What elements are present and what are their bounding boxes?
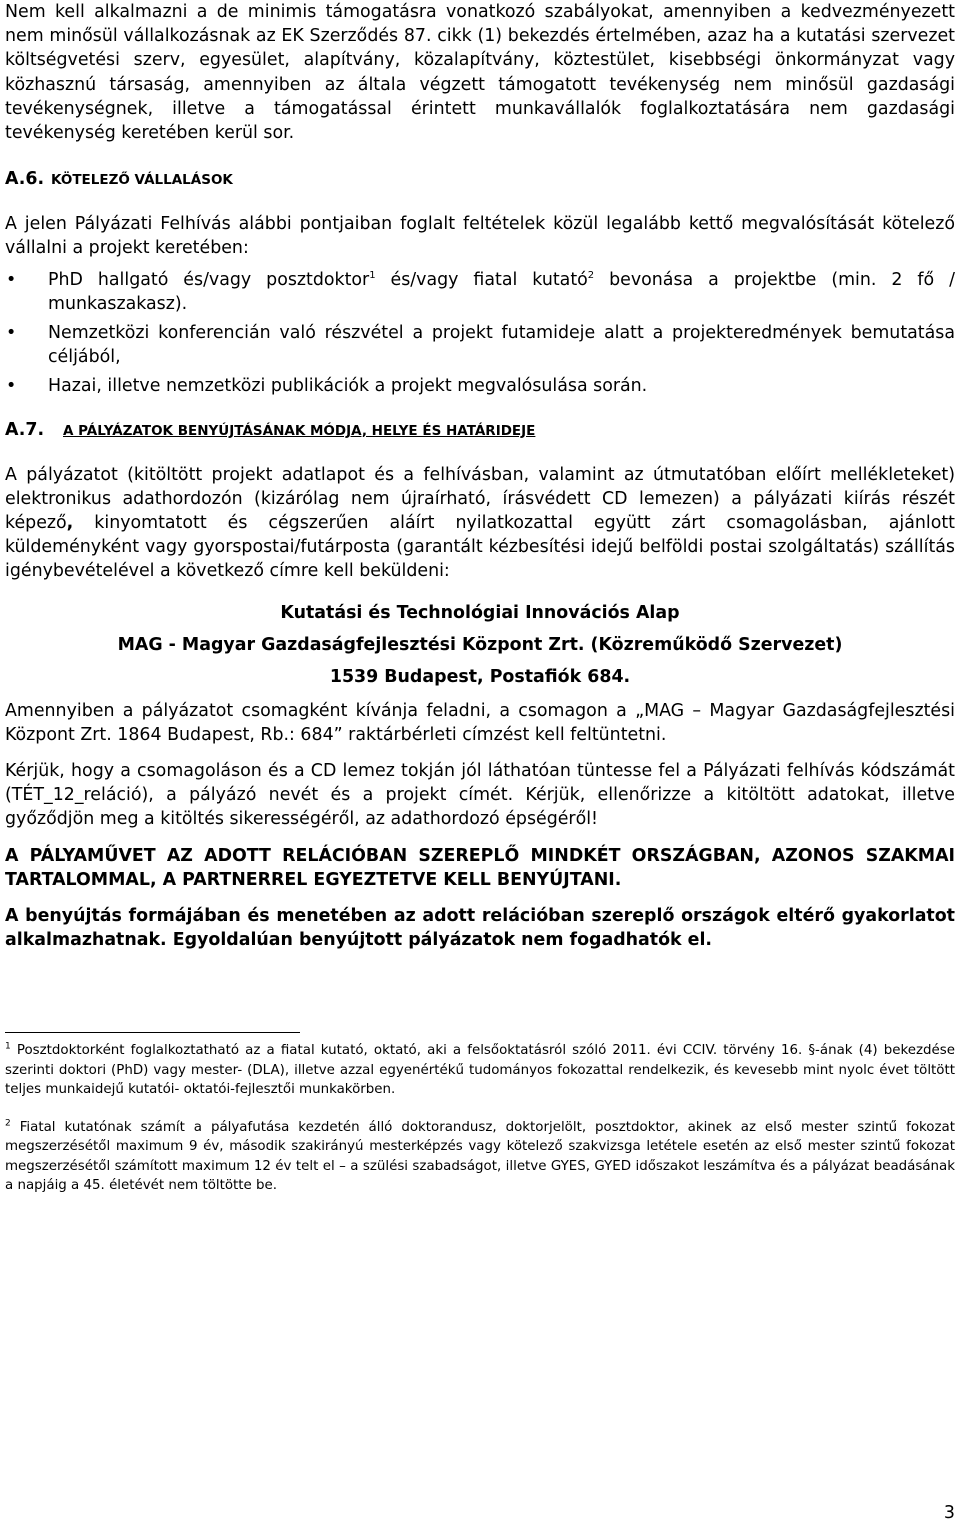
- bullet-3-text: Hazai, illetve nemzetközi publikációk a projekt megvalósulása során.: [48, 376, 648, 397]
- list-item: [5, 321, 955, 369]
- both-countries-notice: A PÁLYAMŰVET AZ ADOTT RELÁCIÓBAN SZEREPLŐ MINDKÉT ORSZÁGBAN, AZONOS SZAKMAI TARTALOMMAL, A PARTNERREL EGYEZTETVE KELL BENYÚJTANI.: [5, 845, 955, 890]
- obligations-list: [5, 268, 955, 399]
- submission-paragraph: [5, 463, 955, 584]
- section-a6-intro: A jelen Pályázati Felhívás alábbi pontjaiban foglalt feltételek közül legalább kettő megvalósítását kötelező vállalni a projekt keretében:: [5, 214, 955, 259]
- address-line-3: 1539 Budapest, Postafiók 684.: [329, 666, 631, 687]
- bullet-icon: •: [6, 376, 17, 397]
- labeling-paragraph: Kérjük, hogy a csomagoláson és a CD lemez tokján jól láthatóan tüntesse fel a Pályázati felhívás kódszámát (TÉT_12_reláció), a pályázó nevét és a projekt címét. Kérjük, ellenőrizze a kitöltött adatokat, illetve győződjön meg a kitöltés sikerességéről, az adathordozó épségéről!: [5, 761, 955, 830]
- footnote-1: [5, 1041, 955, 1100]
- submission-text-a: A pályázatot (kitöltött projekt adatlapot és a felhívásban, valamint az útmutatóban előírt mellékleteket) elektronikus adathordozón (kizárólag nem újraírható, írásvédett CD lemezen) a pályázati kiírás részét képező: [5, 464, 955, 534]
- document-page: [5, 0, 955, 1196]
- submission-text-b: kinyomtatott és cégszerűen aláírt nyilatkozattal együtt zárt csomagolásban, ajánlott küldeményként vagy gyorspostai/futárposta (garantált kézbesítési idejű belföldi postai szolgáltatás) szállítás igénybevételével a következő címre kell beküldeni:: [5, 513, 955, 582]
- list-item: [5, 374, 955, 398]
- intro-paragraph: Nem kell alkalmazni a de minimis támogatásra vonatkozó szabályokat, amennyiben a kedvezményezett nem minősül vállalkozásnak az EK Szerződés 87. cikk (1) bekezdés értelmében, azaz ha a kutatási szervezet költségvetési szerv, egyesület, alapítvány, közalapítvány, köztestület, kisebbségi önkormányzat vagy közhasznú társaság, amennyiben az általa végzett támogatott tevékenység nem minősül gazdasági tevékenységnek, illetve a támogatással érintett munkavállalók foglalkoztatására nem gazdasági tevékenység keretében kerül sor.: [5, 2, 955, 144]
- footnote-ref-2: 2: [587, 269, 595, 281]
- section-a7-title: A PÁLYÁZATOK BENYÚJTÁSÁNAK MÓDJA, HELYE ÉS HATÁRIDEJE: [63, 422, 536, 439]
- address-line-1: Kutatási és Technológiai Innovációs Alap: [280, 602, 680, 623]
- submission-comma: ,: [66, 513, 74, 534]
- footnote-2-text: Fiatal kutatónak számít a pályafutása kezdetén álló doktorandusz, doktorjelölt, posztdoktor, akinek az első mester szintű fokozat megszerzésétől maximum 9 év, második szakirányú mesterképzés vagy kötelező szakvizsga letétele esetén az első mester szintű fokozat megszerzésétől számított maximum 12 év telt el – a szülési szabadságot, illetve GYES, GYED időszakot leszámítva és a pályázat beadásának a napjáig a 45. életévét nem töltötte be.: [5, 1119, 955, 1194]
- bullet-1-part2: és/vagy fiatal kutató: [375, 269, 588, 290]
- address-line-2: MAG - Magyar Gazdaságfejlesztési Központ Zrt. (Közreműködő Szervezet): [117, 634, 843, 655]
- footnote-1-text: Posztdoktorként foglalkoztatható az a fiatal kutató, oktató, aki a felsőoktatásról szóló 2011. évi CCIV. törvény 16. §-ának (4) bekezdése szerinti doktori (PhD) vagy mester- (DLA), illetve azzal egyenértékű tudományos fokozattal rendelkezik, és kevesebb mint nyolc évet töltött teljes munkaidejű kutatói- oktatói-fejlesztői munkakörben.: [5, 1043, 955, 1098]
- footnote-1-mark: 1: [5, 1042, 11, 1053]
- unilateral-notice: A benyújtás formájában és menetében az adott relációban szereplő országok eltérő gyakorlatot alkalmazhatnak. Egyoldalúan benyújtott pályázatok nem fogadhatók el.: [5, 906, 955, 951]
- package-paragraph: Amennyiben a pályázatot csomagként kívánja feladni, a csomagon a „MAG – Magyar Gazdaságfejlesztési Központ Zrt. 1864 Budapest, Rb.: 684” raktárbérleti címzést kell feltüntetni.: [5, 700, 955, 745]
- footnote-divider: [5, 1032, 300, 1033]
- bullet-icon: •: [6, 323, 17, 344]
- section-a7-heading: [5, 418, 955, 443]
- bullet-1-part1: PhD hallgató és/vagy posztdoktor: [48, 269, 370, 290]
- footnote-2: [5, 1118, 955, 1196]
- section-a6-heading: [5, 167, 955, 192]
- footnote-ref-1: 1: [369, 269, 376, 281]
- section-a6-number: A.6.: [5, 169, 45, 190]
- bullet-2-text: Nemzetközi konferencián való részvétel a projekt futamideje alatt a projekteredmények bemutatása céljából,: [48, 323, 955, 368]
- footnote-2-mark: 2: [5, 1118, 11, 1129]
- page-number: 3: [943, 1503, 955, 1523]
- bullet-icon: •: [6, 269, 17, 290]
- section-a6-title: KÖTELEZŐ VÁLLALÁSOK: [51, 172, 233, 189]
- list-item: [5, 268, 955, 316]
- bullet-1-part3: bevonása a projektbe (min. 2 fő / munkaszakasz).: [48, 269, 955, 314]
- section-a7-number: A.7.: [5, 419, 45, 440]
